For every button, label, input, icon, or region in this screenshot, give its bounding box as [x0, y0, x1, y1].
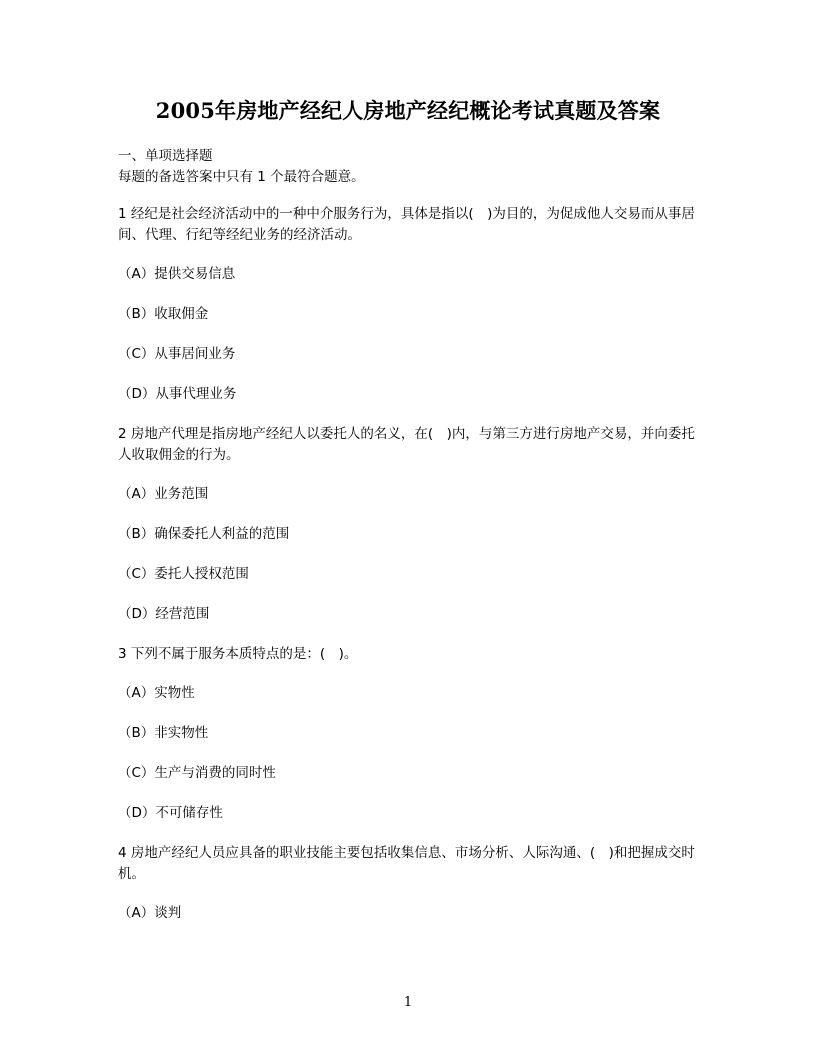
- option-c: （C）委托人授权范围: [118, 566, 249, 582]
- document-body: [118, 146, 696, 943]
- question-text: 4 房地产经纪人员应具备的职业技能主要包括收集信息、市场分析、人际沟通、( )和把握成交时机。: [118, 845, 695, 882]
- option-b: （B）非实物性: [118, 725, 209, 741]
- question-text: 1 经纪是社会经济活动中的一种中介服务行为，具体是指以( )为目的，为促成他人交易而从事居间、代理、行纪等经纪业务的经济活动。: [118, 206, 695, 243]
- section-heading: 一、单项选择题: [118, 148, 213, 164]
- option-a: （A）谈判: [118, 905, 182, 921]
- question-3: [118, 644, 696, 824]
- document-title: 2005年房地产经纪人房地产经纪概论考试真题及答案: [155, 98, 661, 123]
- option-a: （A）业务范围: [118, 486, 209, 502]
- option-a: （A）提供交易信息: [118, 266, 236, 282]
- option-d: （D）从事代理业务: [118, 386, 237, 402]
- option-b: （B）收取佣金: [118, 306, 209, 322]
- option-c: （C）从事居间业务: [118, 346, 236, 362]
- option-c: （C）生产与消费的同时性: [118, 765, 276, 781]
- section-note: 每题的备选答案中只有 1 个最符合题意。: [118, 169, 365, 185]
- option-a: （A）实物性: [118, 685, 195, 701]
- question-text: 3 下列不属于服务本质特点的是：( )。: [118, 646, 358, 662]
- page-number: 1: [403, 995, 413, 1010]
- option-b: （B）确保委托人利益的范围: [118, 526, 290, 542]
- question-4: [118, 843, 696, 924]
- question-2: [118, 424, 696, 625]
- option-d: （D）不可储存性: [118, 805, 223, 821]
- question-1: [118, 204, 696, 405]
- option-d: （D）经营范围: [118, 606, 210, 622]
- question-text: 2 房地产代理是指房地产经纪人以委托人的名义，在( )内，与第三方进行房地产交易，并向委托人收取佣金的行为。: [118, 426, 695, 463]
